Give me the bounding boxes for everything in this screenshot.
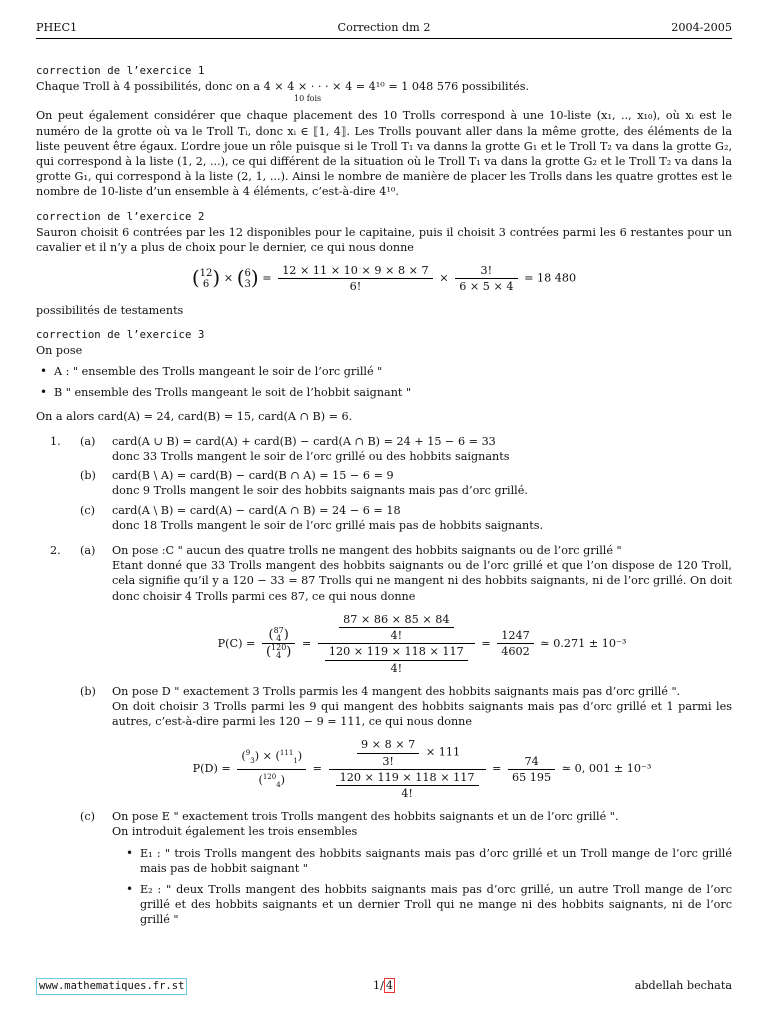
question-2c: (c) On pose E " exactement trois Trolls mangent des hobbits saignants et un de l’orc grillé ". On introduit également les trois ensembles • E₁ : " trois Trolls mangent des hobbits saignants mais pas d’orc grillé et un Troll mange de l’orc grillé mais pas de hobbit saignant " • E₂ : " deux Trolls mangent des hobbits saignants mais pas d’orc grillé, un autre Troll mange de l’orc grillé et des hobbits saignants et un dernier Troll qui ne mange ni des hobbits saignants, ni de l’orc grillé " bbox=[80, 809, 732, 927]
fraction-1: $\frac{12 \times 11 \times 10 \times 9 \times 8 \times 7}{6!}$ bbox=[278, 263, 433, 294]
cardinalities: On a alors card(A) = 24, card(B) = 15, card(A ∩ B) = 6. bbox=[36, 409, 353, 423]
exercise-1-line: Chaque Troll à 4 possibilités, donc on a 4 × 4 × · · · × 4 = 4¹⁰ = 1 048 576 possibilités. bbox=[36, 80, 530, 94]
probability-D-equation: P(D) = $\frac{(^9_3) \times (^{111}_1)}{(^{120}_4)}$ = $\frac{9 \times 8 \times 7}{3!}$ × 111 $\frac{120 \times 119 \times 118 \times 117}{4!}$ = $\frac{74}{65 195}$ ≃ 0, 001 ± 10⁻³ bbox=[192, 738, 652, 800]
question-2 bbox=[50, 543, 732, 927]
list-item: • A : " ensemble des Trolls mangeant le soir de l’orc grillé " bbox=[54, 364, 732, 379]
exercise-2-title: correction de l’exercice 2 bbox=[36, 210, 205, 223]
author-name: abdellah bechata bbox=[634, 979, 732, 992]
question-number: 1. bbox=[50, 434, 61, 448]
binom-6-3: (6 3) bbox=[236, 265, 259, 290]
page-header bbox=[36, 20, 732, 38]
question-2b: (b) On pose D " exactement 3 Trolls parmis les 4 mangent des hobbits saignants mais pas d’orc grillé ". On doit choisir 3 Trolls parmi les 9 qui mangent des hobbits saignants mais pas d’orc grillé et 1 parmi les autres, c’est-à-dire parmi les 120 − 9 = 111, ce qui nous donne P(D) = $\frac{(^9_3) \times (^{111}_1)}{(^{120}_4)}$ = $\frac{9 \times 8 \times 7}{3!}$ × 111 $\frac{120 \times 119 \times 118 \times 117}{4!}$ = $\frac{74}{65 195}$ ≃ 0, 001 ± 10⁻³ bbox=[80, 684, 732, 800]
header-right: 2004-2005 bbox=[671, 21, 732, 34]
exercise-1-paragraph: On peut également considérer que chaque placement des 10 Trolls correspond à une 10-liste (x₁, .., x₁₀), où xᵢ est le numéro de la grotte où va le Troll Tᵢ, donc xᵢ ∈ ⟦1, 4⟧. Les Trolls pouvant aller dans la même grotte, des éléments de la liste peuvent être égaux. L’ordre joue un rôle puisque si le Troll T₁ va danns la grotte G₁ et le Troll T₂ va dans la grotte G₂, qui correspond à la liste (1, 2, ...), ce qui différent de la situation où le Troll T₁ va dans la grotte G₂ et le Troll T₂ va dans la grotte G₁, qui correspond à la liste (2, 1, ...). Ainsi le nombre de manière de placer les Trolls dans les quatre grottes est le nombre de 10-liste d’un ensemble à 4 éléments, c’est-à-dire 4¹⁰. bbox=[36, 109, 732, 199]
brace-label: 10 fois bbox=[294, 94, 322, 104]
list-item: • E₁ : " trois Trolls mangent des hobbits saignants mais pas d’orc grillé et un Troll mange de l’orc grillé mais pas de hobbit saignant " bbox=[140, 846, 732, 876]
exercise-2-after: possibilités de testaments bbox=[36, 303, 184, 317]
exercise-2-paragraph: Sauron choisit 6 contrées par les 12 disponibles pour le capitaine, puis il choisit 3 contrées parmi les 6 restantes pour un cavalier et il n’y a plus de choix pour le dernier, ce qui nous donne bbox=[36, 225, 732, 255]
header-left: PHEC1 bbox=[36, 21, 78, 34]
question-1b: (b) card(B \ A) = card(B) − card(B ∩ A) = 15 − 6 = 9 donc 9 Trolls mangent le soir des hobbits saignants mais pas d’orc grillé. bbox=[80, 469, 528, 498]
fraction-2: $\frac{3!}{6 \times 5 \times 4}$ bbox=[455, 263, 517, 294]
header-title: Correction dm 2 bbox=[337, 21, 431, 34]
page-number: 1/ 4 bbox=[372, 979, 393, 992]
list-item: • B " ensemble des Trolls mangeant le soit de l’hobbit saignant " bbox=[54, 385, 732, 400]
equation-result: = 18 480 bbox=[524, 271, 577, 285]
event-definitions bbox=[140, 846, 732, 928]
total-pages-link[interactable]: 4 bbox=[385, 979, 393, 992]
question-1a: (a) card(A ∪ B) = card(A) + card(B) − card(A ∩ B) = 24 + 15 − 6 = 33 donc 33 Trolls mangent le soir de l’orc grillé ou des hobbits saignants bbox=[80, 434, 510, 464]
exercise-3-pose: On pose bbox=[36, 344, 83, 358]
exercise-1-title: correction de l’exercice 1 bbox=[36, 65, 205, 77]
exercise-2-equation: (12 6 ) × (6 3) = $\frac{12 \times 11 \times 10 \times 9 \times 8 \times 7}{6!}$ × $\frac{3!}{6 \times 5 \times 4}$ = 18 480 bbox=[191, 264, 577, 294]
set-definitions bbox=[54, 364, 732, 400]
page-footer bbox=[36, 978, 732, 996]
list-item: • E₂ : " deux Trolls mangent des hobbits saignants mais pas d’orc grillé, un autre Troll mange de l’orc grillé et des hobbits saignants et un dernier Troll qui ne mange ni des hobbits saignants, ni de l’orc grillé " bbox=[140, 882, 732, 928]
document-body bbox=[36, 64, 732, 936]
question-2a: (a) On pose :C " aucun des quatre trolls ne mangent des hobbits saignants ou de l’orc grillé " Etant donné que 33 Trolls mangent des hobbits saignants ou de l’orc grillé et que l’on dispose de 120 Troll, cela signifie qu’il y a 120 − 33 = 87 Trolls qui ne mangent ni des hobbits saignants, ni de l’orc grillé. On doit donc choisir 4 Trolls parmi ces 87, ce qui nous donne P(C) = (87 4 ) (120 4 ) = $\frac{\frac{87 \times 86 \times 85 \times 84}{4!}}{\frac{120 \times 119 \times 118 \times 117}{4!}}$ = $\frac{1247}{4602}$ ≃ 0.271 ± 10⁻³ bbox=[80, 544, 732, 675]
header-rule bbox=[36, 38, 732, 39]
probability-C-equation: P(C) = (87 4 ) (120 4 ) = $\frac{\frac{87 \times 86 \times 85 \times 84}{4!}}{\frac{120 \times 119 \times 118 \times 117}{4!}}$ = $\frac{1247}{4602}$ ≃ 0.271 ± 10⁻³ bbox=[217, 612, 627, 675]
question-1 bbox=[50, 434, 732, 533]
binom-12-6: (12 6 ) bbox=[191, 265, 221, 290]
exercise-3-title: correction de l’exercice 3 bbox=[36, 328, 205, 341]
question-1c: (c) card(A \ B) = card(A) − card(A ∩ B) = 24 − 6 = 18 donc 18 Trolls mangent le soir de l’orc grillé mais pas de hobbits saignants. bbox=[80, 503, 544, 532]
question-number: 2. bbox=[50, 544, 61, 558]
website-link[interactable]: www.mathematiques.fr.st bbox=[36, 978, 187, 995]
